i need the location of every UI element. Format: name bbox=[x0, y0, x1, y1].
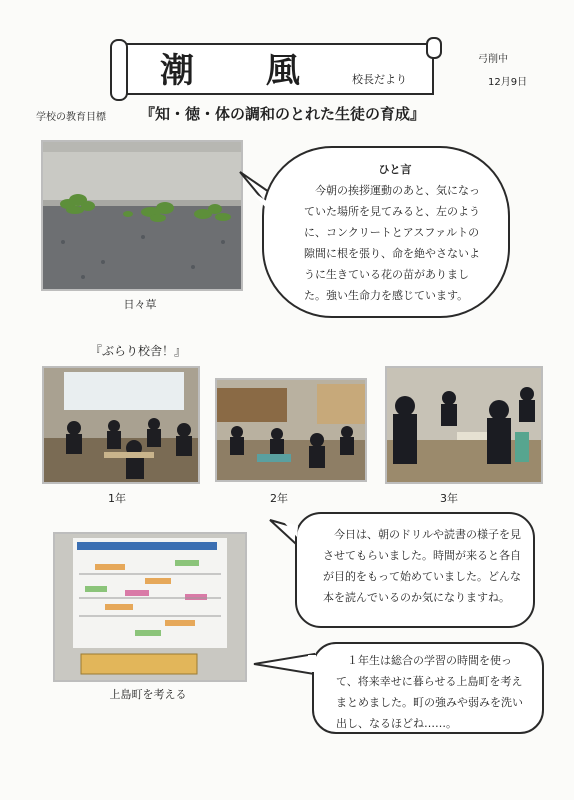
poster-bubble bbox=[312, 642, 544, 734]
observation-text: 今日は、朝のドリルや読書の様子を見させてもらいました。時間が来ると各自が目的をもって始めていました。どんな本を読んでいるのか気になりますね。 bbox=[323, 528, 521, 604]
flower-caption: 日々草 bbox=[123, 298, 157, 311]
poster-photo bbox=[53, 532, 247, 682]
photo-3-caption: 3年 bbox=[440, 492, 458, 505]
newsletter-subtitle: 校長だより bbox=[352, 73, 407, 86]
classroom-photo-3 bbox=[385, 366, 543, 484]
poster-text: １年生は総合の学習の時間を使って、将来幸せに暮らせる上島町を考えまとめました。町の強みや弱みを洗い出し、なるほどね……。 bbox=[336, 654, 523, 730]
observation-bubble bbox=[295, 512, 535, 628]
classroom-photo-2 bbox=[215, 378, 367, 482]
section-heading: 『ぶらり校舎！』 bbox=[90, 344, 187, 358]
photo-2-caption: 2年 bbox=[270, 492, 288, 505]
poster-caption: 上島町を考える bbox=[109, 688, 187, 701]
bubble-tail-cover-2 bbox=[283, 521, 303, 541]
comment-bubble bbox=[262, 146, 510, 318]
bubble-tail-cover-3 bbox=[308, 655, 318, 675]
classroom-photo-1 bbox=[42, 366, 200, 484]
flower-photo bbox=[41, 140, 243, 291]
issue-date: 12月9日 bbox=[488, 77, 528, 88]
goal-text: 『知・徳・体の調和のとれた生徒の育成』 bbox=[140, 105, 426, 123]
comment-heading: ひと言 bbox=[378, 163, 412, 176]
comment-text: 今朝の挨拶運動のあと、気になっていた場所を見てみると、左のように、コンクリートとアスファルトの隙間に根を張り、命を絶やさないように生きている花の苗がありました。強い生命力を感じています。 bbox=[304, 184, 480, 302]
photo-1-caption: 1年 bbox=[108, 492, 126, 505]
school-name: 弓削中 bbox=[478, 54, 508, 65]
bubble-tail-cover bbox=[250, 190, 270, 210]
goal-label: 学校の教育目標 bbox=[36, 112, 106, 123]
newsletter-title: 潮 風 bbox=[160, 51, 330, 91]
